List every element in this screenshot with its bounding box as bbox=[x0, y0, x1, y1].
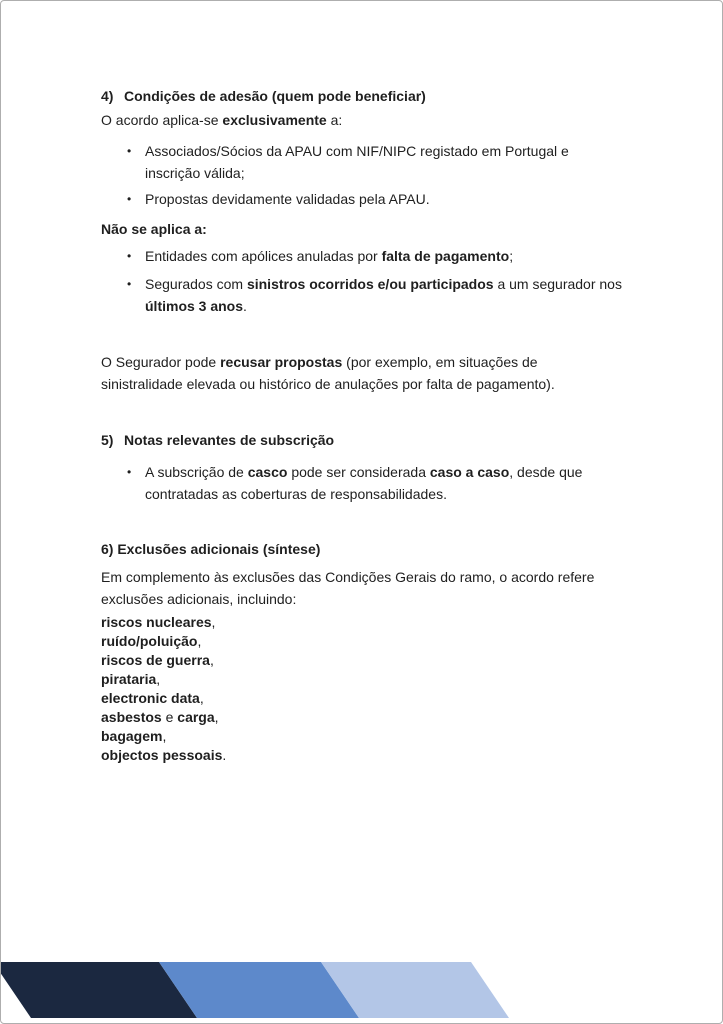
paragraph-refusal: O Segurador pode recusar propostas (por exemplo, em situações de sinistralidade elevada ou histórico de anulações por falta de pagamento). bbox=[101, 354, 555, 392]
bullet-marker: • bbox=[127, 192, 132, 206]
section-heading-6: 6) Exclusões adicionais (síntese) bbox=[101, 541, 321, 557]
bullet-marker: • bbox=[127, 277, 132, 291]
bullet-item bbox=[101, 140, 634, 184]
paragraph-s6-intro: Em complemento às exclusões das Condições Gerais do ramo, o acordo refere exclusões adicionais, incluindo: bbox=[101, 569, 595, 607]
bullet-item bbox=[101, 188, 634, 210]
bullet-text: Associados/Sócios da APAU com NIF/NIPC registado em Portugal e inscrição válida; bbox=[145, 143, 569, 181]
bullet-text: Segurados com sinistros ocorridos e/ou participados a um segurador nos últimos 3 anos. bbox=[145, 276, 622, 314]
section-heading-4 bbox=[101, 85, 634, 107]
bullet-item bbox=[101, 273, 634, 317]
bullet-text: Entidades com apólices anuladas por falta de pagamento; bbox=[145, 248, 514, 264]
paragraph-s4-intro: O acordo aplica-se exclusivamente a: bbox=[101, 112, 343, 128]
bullet-text: Propostas devidamente validadas pela APAU. bbox=[145, 191, 430, 207]
section-heading-5 bbox=[101, 429, 634, 451]
bullet-item bbox=[101, 461, 634, 505]
bullet-item bbox=[101, 245, 634, 267]
heading-text: Notas relevantes de subscrição bbox=[124, 432, 335, 448]
exclusions-list: riscos nucleares, ruído/poluição, riscos de guerra, pirataria, electronic data, asbestos e carga, bagagem, objectos pessoais. bbox=[101, 614, 227, 763]
heading-text: Condições de adesão (quem pode beneficiar) bbox=[124, 88, 426, 104]
bullet-marker: • bbox=[127, 465, 132, 479]
heading-number: 4) bbox=[101, 88, 114, 104]
heading-number: 5) bbox=[101, 432, 114, 448]
bullet-marker: • bbox=[127, 144, 132, 158]
bullet-marker: • bbox=[127, 249, 132, 263]
footer-decoration bbox=[1, 962, 723, 1018]
bullet-text: A subscrição de casco pode ser considerada caso a caso, desde que contratadas as coberturas de responsabilidades. bbox=[145, 464, 583, 502]
paragraph-not-apply: Não se aplica a: bbox=[101, 221, 207, 237]
